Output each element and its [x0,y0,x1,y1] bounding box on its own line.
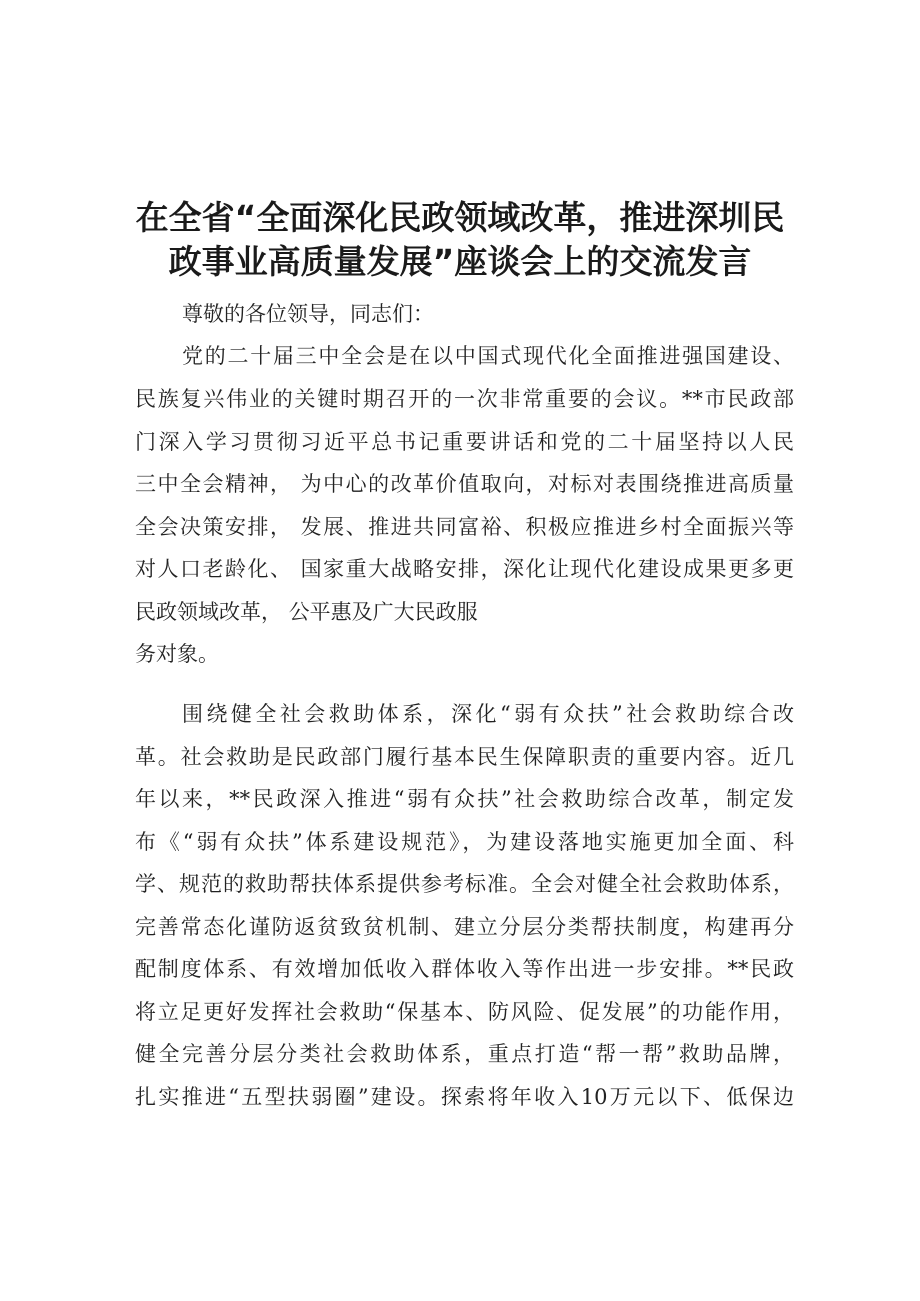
paragraph-1-line: 民政领域改革， 公平惠及广大民政服 [135,600,478,624]
paragraph-1-line: 三中全会精神， 为中心的改革价值取向，对标对表围绕推进高质量 [135,472,794,496]
paragraph-1-line: 民族复兴伟业的关键时期召开的一次非常重要的会议。**市民政部 [135,387,794,411]
paragraph-1-line: 对人口老龄化、 国家重大战略安排，深化让现代化建设成果更多更 [135,557,794,581]
document-title-line-2: 政事业高质量发展”座谈会上的交流发言 [168,242,752,281]
paragraph-2-line: 学、规范的救助帮扶体系提供参考标准。全会对健全社会救助体系， [135,872,794,896]
paragraph-2-line: 布《“弱有众扶”体系建设规范》，为建设落地实施更加全面、科 [135,830,794,854]
paragraph-2-line: 扎实推进“五型扶弱圈”建设。探索将年收入10万元以下、低保边 [135,1085,794,1109]
paragraph-2-line: 围绕健全社会救助体系，深化“弱有众扶”社会救助综合改 [182,702,794,726]
paragraph-1-line: 党的二十届三中全会是在以中国式现代化全面推进强国建设、 [182,344,794,368]
paragraph-2-line: 年以来，**民政深入推进“弱有众扶”社会救助综合改革，制定发 [135,787,794,811]
paragraph-2-line: 配制度体系、有效增加低收入群体收入等作出进一步安排。**民政 [135,957,794,981]
paragraph-1-line: 门深入学习贯彻习近平总书记重要讲话和党的二十届坚持以人民 [135,430,794,454]
document-title-line-1: 在全省“全面深化民政领域改革，推进深圳民 [135,198,785,237]
paragraph-1-line: 全会决策安排， 发展、推进共同富裕、积极应推进乡村全面振兴等 [135,515,794,539]
paragraph-2-line: 健全完善分层分类社会救助体系，重点打造“帮一帮”救助品牌， [135,1042,794,1066]
greeting: 尊敬的各位领导，同志们： [182,302,434,326]
paragraph-2-line: 革。社会救助是民政部门履行基本民生保障职责的重要内容。近几 [135,745,794,769]
paragraph-2-line: 完善常态化谨防返贫致贫机制、建立分层分类帮扶制度，构建再分 [135,915,794,939]
paragraph-1-line: 务对象。 [135,642,219,666]
paragraph-2-line: 将立足更好发挥社会救助“保基本、防风险、促发展”的功能作用， [135,1000,794,1024]
